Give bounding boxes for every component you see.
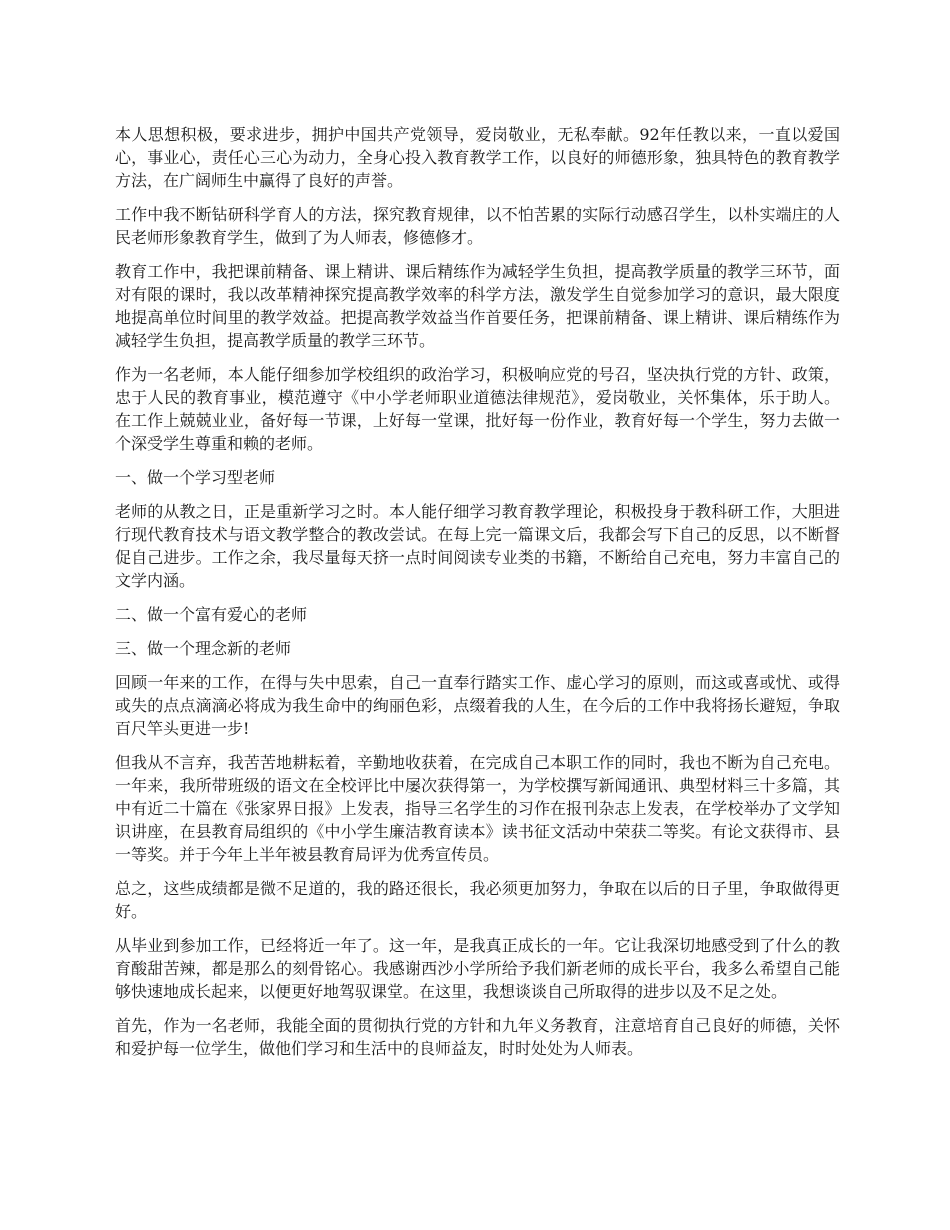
paragraph: 首先，作为一名老师，我能全面的贯彻执行党的方针和九年义务教育，注意培育自己良好的师德，关怀和爱护每一位学生，做他们学习和生活中的良师益友，时时处处为人师表。 [115, 1016, 840, 1058]
section-heading: 二、做一个富有爱心的老师 [115, 605, 308, 624]
paragraph: 回顾一年来的工作，在得与失中思索，自己一直奉行踏实工作、虚心学习的原则，而这或喜或忧、或得或失的点点滴滴必将成为我生命中的绚丽色彩，点缀着我的人生，在今后的工作中我将扬长避短，争取百尺竿头更进一步! [115, 673, 840, 738]
paragraph: 但我从不言弃，我苦苦地耕耘着，辛勤地收获着，在完成自己本职工作的同时，我也不断为自己充电。一年来，我所带班级的语文在全校评比中屡次获得第一，为学校撰写新闻通讯、典型材料三十多篇，其中有近二十篇在《张家界日报》上发表，指导三名学生的习作在报刊杂志上发表，在学校举办了文学知识讲座，在县教育局组织的《中小学生廉洁教育读本》读书征文活动中荣获二等奖。有论文获得市、县一等奖。并于今年上半年被县教育局评为优秀宣传员。 [115, 753, 840, 864]
paragraph: 工作中我不断钻研科学育人的方法，探究教育规律，以不怕苦累的实际行动感召学生，以朴实端庄的人民老师形象教育学生，做到了为人师表，修德修才。 [115, 205, 840, 247]
paragraph: 总之，这些成绩都是微不足道的，我的路还很长，我必须更加努力，争取在以后的日子里，争取做得更好。 [115, 879, 840, 921]
paragraph: 本人思想积极，要求进步，拥护中国共产党领导，爱岗敬业，无私奉献。92年任教以来，一直以爱国心，事业心，责任心三心为动力，全身心投入教育教学工作，以良好的师德形象，独具特色的教育教学方法，在广阔师生中赢得了良好的声誉。 [115, 125, 840, 190]
paragraph: 从毕业到参加工作，已经将近一年了。这一年，是我真正成长的一年。它让我深切地感受到了什么的教育酸甜苦辣，都是那么的刻骨铭心。我感谢西沙小学所给予我们新老师的成长平台，我多么希望自己能够快速地成长起来，以便更好地驾驭课堂。在这里，我想谈谈自己所取得的进步以及不足之处。 [115, 936, 840, 1001]
paragraph: 作为一名老师，本人能仔细参加学校组织的政治学习，积极响应党的号召，坚决执行党的方针、政策，忠于人民的教育事业，模范遵守《中小学老师职业道德法律规范》，爱岗敬业，关怀集体，乐于助人。在工作上兢兢业业，备好每一节课，上好每一堂课，批好每一份作业，教育好每一个学生，努力去做一个深受学生尊重和赖的老师。 [115, 365, 840, 453]
section-heading: 一、做一个学习型老师 [115, 468, 276, 487]
paragraph: 教育工作中，我把课前精备、课上精讲、课后精练作为减轻学生负担，提高教学质量的教学三环节，面对有限的课时，我以改革精神探究提高教学效率的科学方法，激发学生自觉参加学习的意识，最大限度地提高单位时间里的教学效益。把提高教学效益当作首要任务，把课前精备、课上精讲、课后精练作为减轻学生负担，提高教学质量的教学三环节。 [115, 262, 840, 350]
document-body [115, 123, 840, 1071]
paragraph: 老师的从教之日，正是重新学习之时。本人能仔细学习教育教学理论，积极投身于教科研工作，大胆进行现代教育技术与语文教学整合的教改尝试。在每上完一篇课文后，我都会写下自己的反思，以不断督促自己进步。工作之余，我尽量每天挤一点时间阅读专业类的书籍，不断给自己充电，努力丰富自己的文学内涵。 [115, 502, 840, 590]
section-heading: 三、做一个理念新的老师 [115, 639, 292, 658]
